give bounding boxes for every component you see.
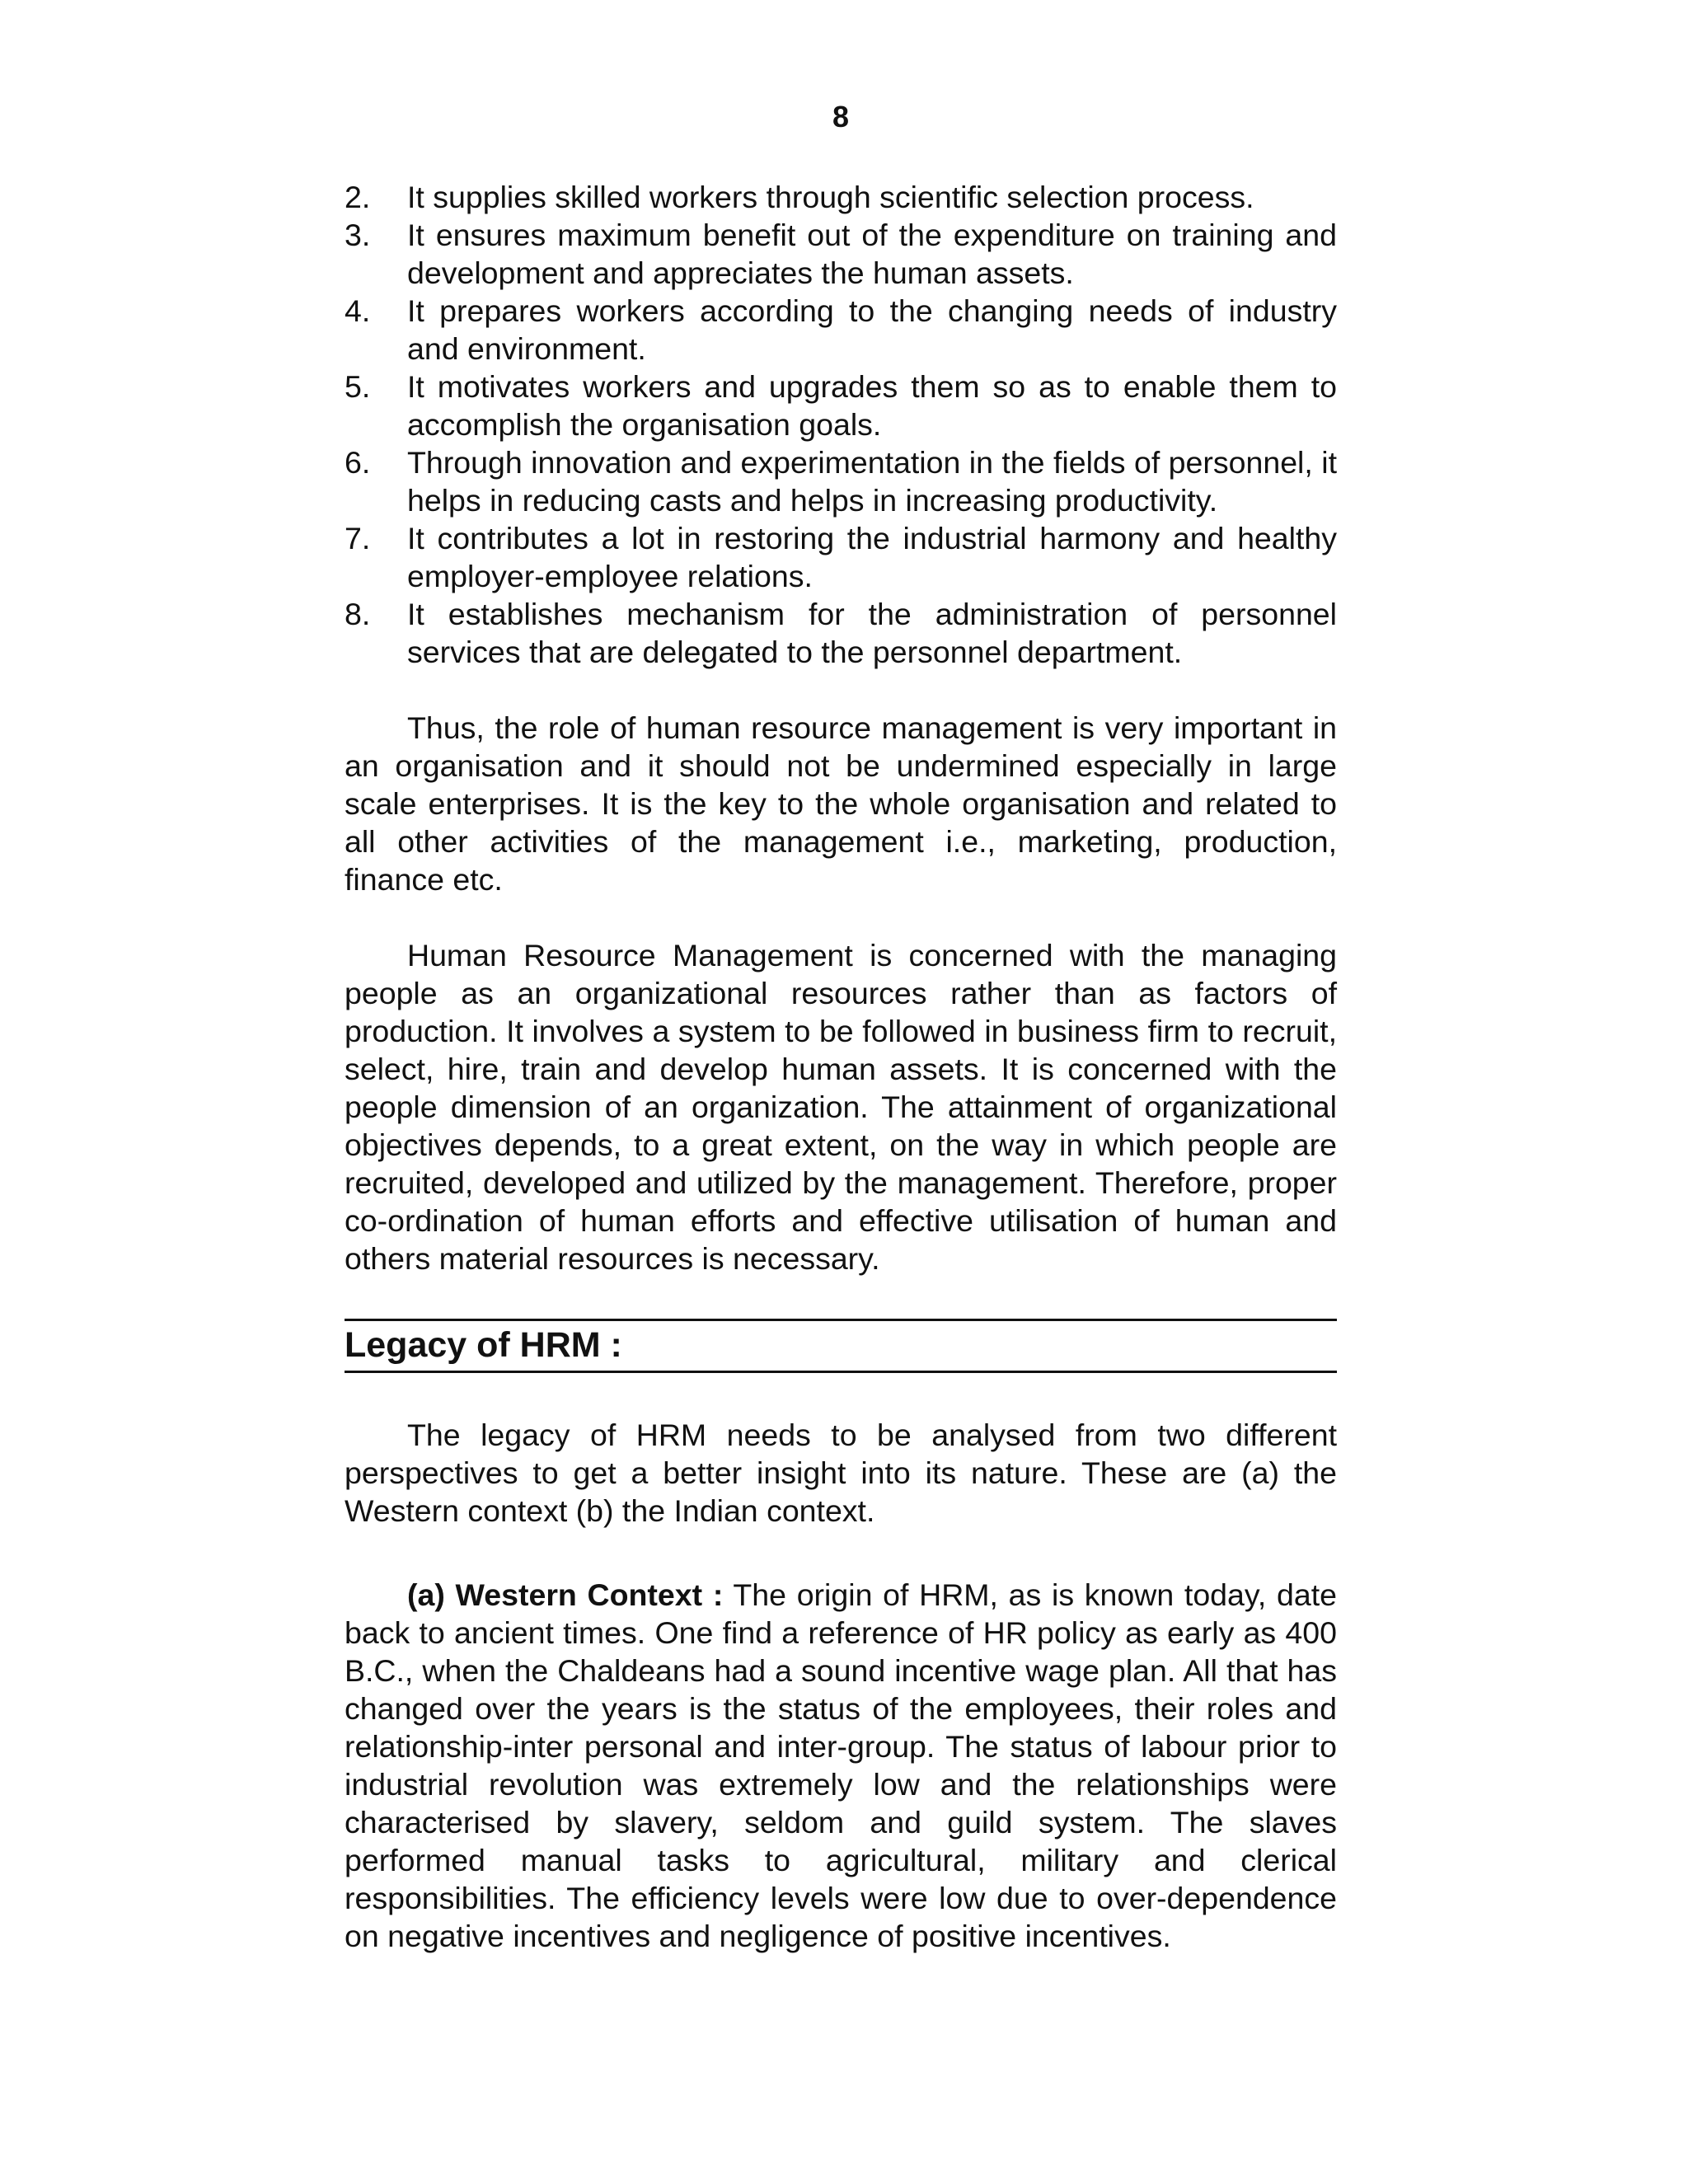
western-context-paragraph bbox=[345, 1576, 1337, 1955]
legacy-intro-paragraph: The legacy of HRM needs to be analysed from two different perspectives to get a better insight into its nature. These are (a) the Western context (b) the Indian context. bbox=[345, 1418, 1337, 1528]
list-item bbox=[345, 178, 1337, 216]
list-item-number: 5. bbox=[345, 369, 371, 404]
list-item-text: It supplies skilled workers through scientific selection process. bbox=[407, 180, 1254, 214]
list-item-text: It contributes a lot in restoring the industrial harmony and healthy employer-employee relations. bbox=[407, 521, 1337, 593]
page-number: 8 bbox=[832, 100, 850, 134]
list-item-text: It prepares workers according to the changing needs of industry and environment. bbox=[407, 293, 1337, 366]
list-item-text: It motivates workers and upgrades them so as to enable them to accomplish the organisation goals. bbox=[407, 369, 1337, 442]
list-item-number: 7. bbox=[345, 521, 371, 555]
document-page bbox=[345, 82, 1337, 1955]
role-paragraph: Thus, the role of human resource management is very important in an organisation and it should not be undermined especially in large scale enterprises. It is the key to the whole organisation and related to all other activities of the management i.e., marketing, production, finance etc. bbox=[345, 710, 1337, 897]
list-item bbox=[345, 595, 1337, 671]
western-context-lead: (a) Western Context : bbox=[407, 1577, 724, 1612]
list-item-number: 8. bbox=[345, 597, 371, 631]
list-item-number: 2. bbox=[345, 180, 371, 214]
list-item bbox=[345, 519, 1337, 595]
list-item-number: 4. bbox=[345, 293, 371, 328]
list-item bbox=[345, 443, 1337, 519]
benefits-list bbox=[345, 178, 1337, 671]
list-item bbox=[345, 216, 1337, 292]
section-heading: Legacy of HRM : bbox=[345, 1325, 622, 1365]
list-item-text: It ensures maximum benefit out of the expenditure on training and development and appreciates the human assets. bbox=[407, 218, 1337, 290]
western-context-body: The origin of HRM, as is known today, date back to ancient times. One find a reference of HR policy as early as 400 B.C., when the Chaldeans had a sound incentive wage plan. All that has changed over the years is the status of the employees, their roles and relationship-inter personal and inter-group. The status of labour prior to industrial revolution was extremely low and the relationships were characterised by slavery, seldom and guild system. The slaves performed manual tasks to agricultural, military and clerical responsibilities. The efficiency levels were low due to over-dependence on negative incentives and negligence of positive incentives. bbox=[345, 1577, 1337, 1953]
list-item bbox=[345, 368, 1337, 443]
section-heading-box bbox=[345, 1319, 1337, 1373]
list-item-number: 6. bbox=[345, 445, 371, 480]
list-item-text: Through innovation and experimentation in the fields of personnel, it helps in reducing casts and helps in increasing productivity. bbox=[407, 445, 1337, 518]
list-item-number: 3. bbox=[345, 218, 371, 252]
list-item-text: It establishes mechanism for the administration of personnel services that are delegated to the personnel department. bbox=[407, 597, 1337, 669]
hrm-concern-paragraph: Human Resource Management is concerned with the managing people as an organizational resources rather than as factors of production. It involves a system to be followed in business firm to recruit, select, hire, train and develop human assets. It is concerned with the people dimension of an organization. The attainment of organizational objectives depends, to a great extent, on the way in which people are recruited, developed and utilized by the management. Therefore, proper co-ordination of human efforts and effective utilisation of human and others material resources is necessary. bbox=[345, 938, 1337, 1276]
list-item bbox=[345, 292, 1337, 368]
